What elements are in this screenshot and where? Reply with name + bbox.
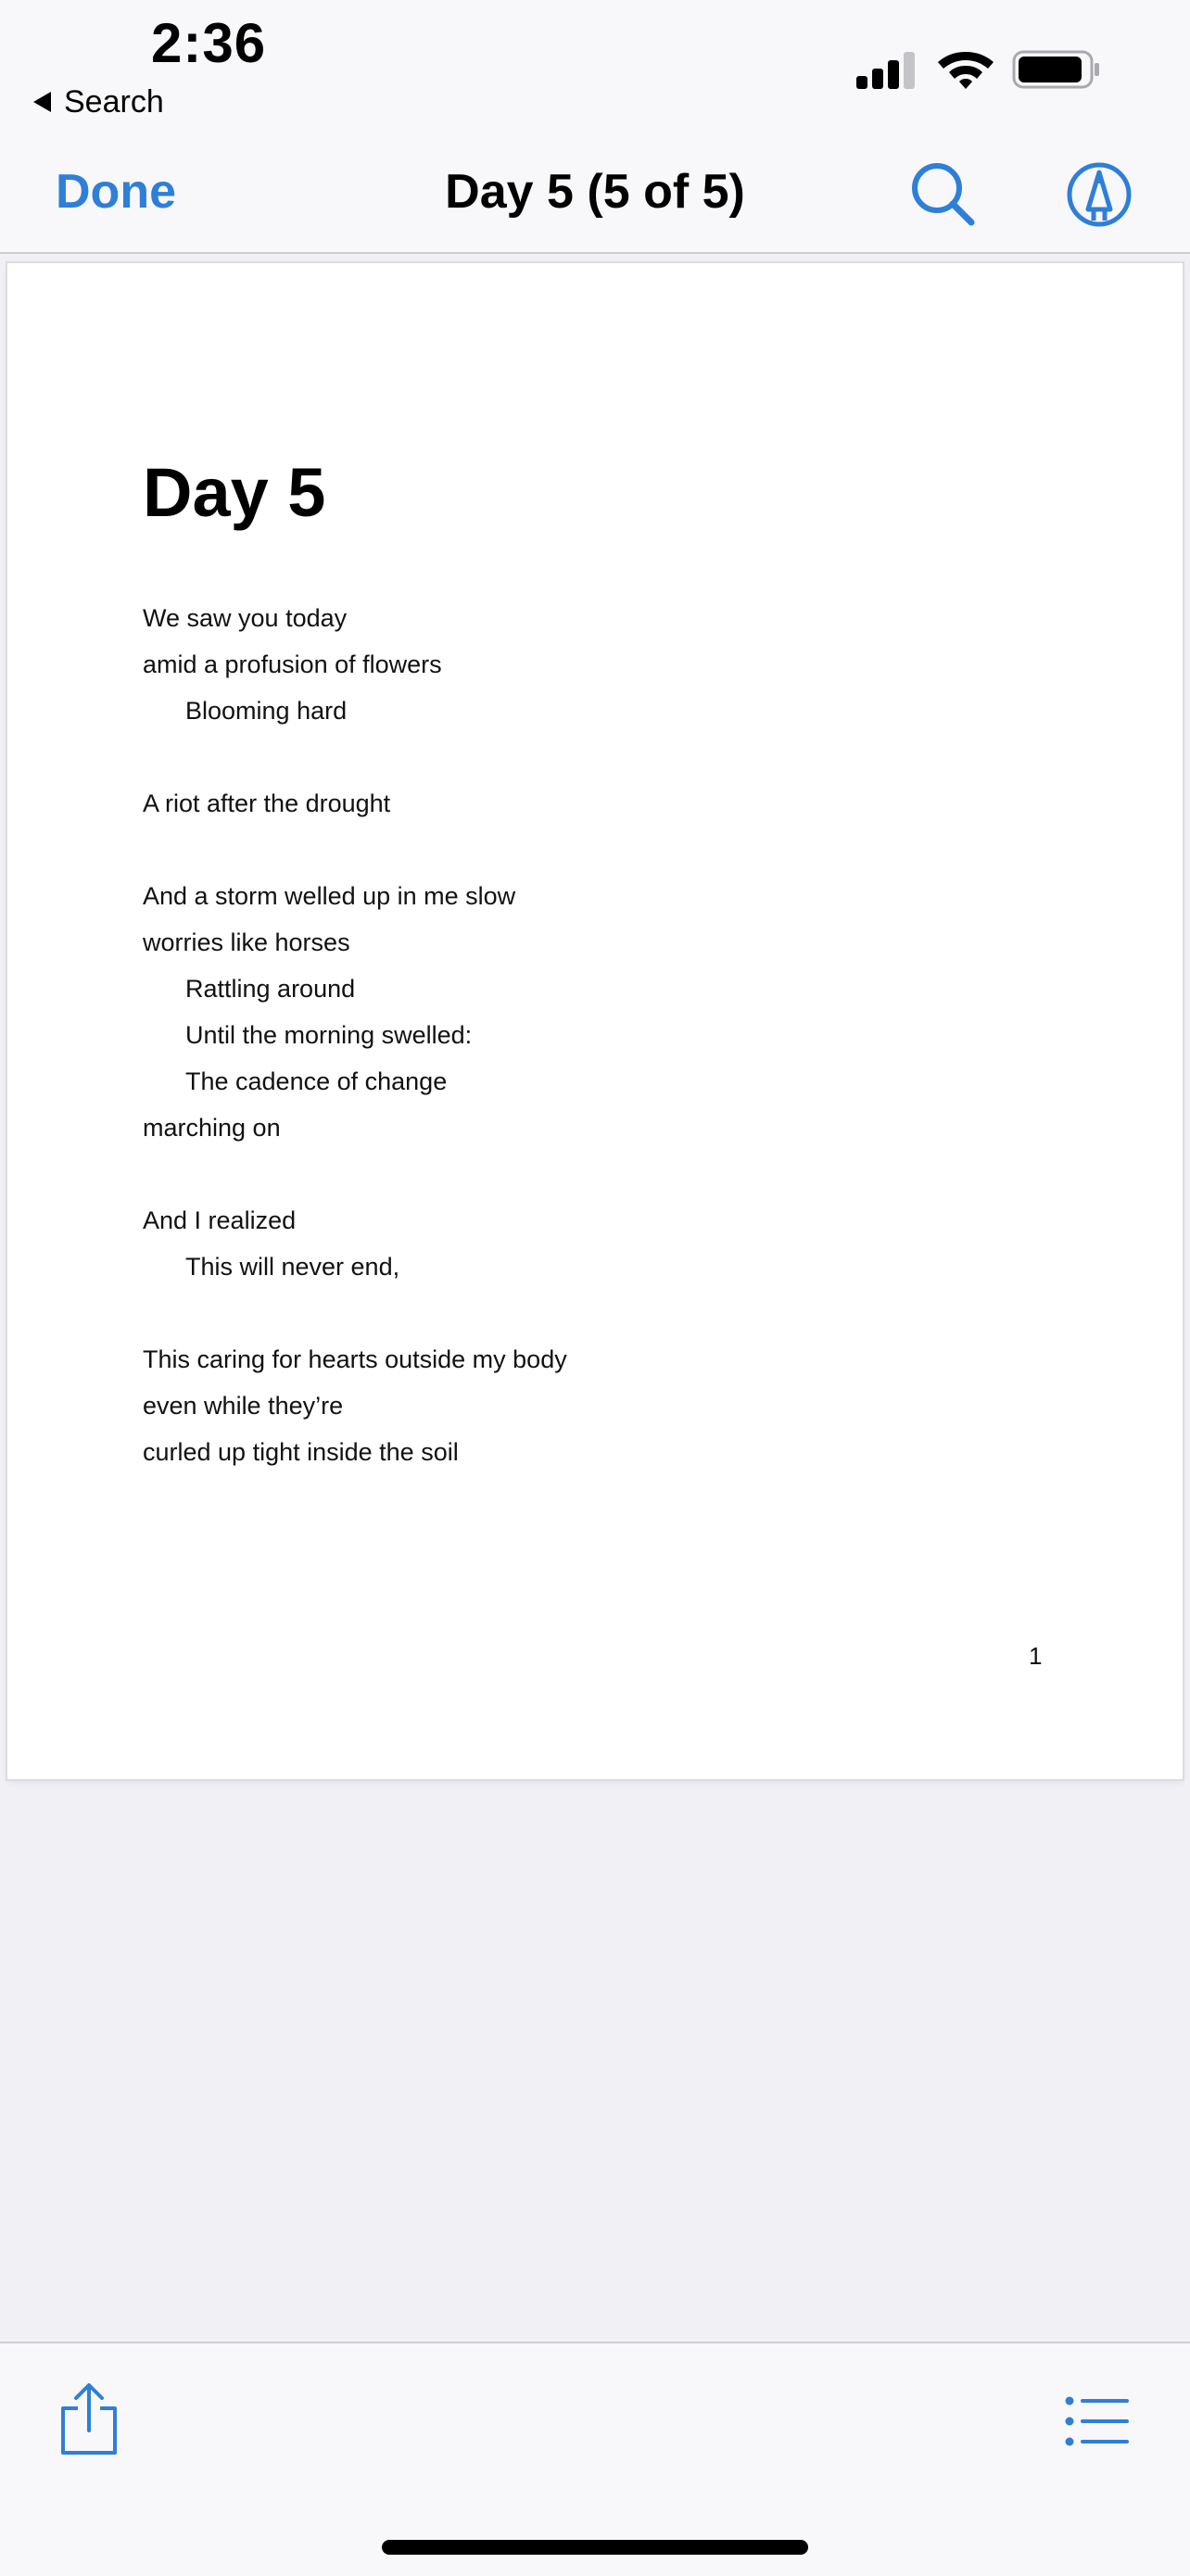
wifi-icon: [936, 46, 995, 89]
poem-line: Until the morning swelled:: [185, 1021, 473, 1049]
status-time: 2:36: [151, 12, 267, 74]
poem-line: even while they’re: [143, 1392, 344, 1420]
poem-line: We saw you today: [143, 604, 348, 632]
poem-line: The cadence of change: [185, 1067, 448, 1095]
document-page[interactable]: [7, 263, 1183, 1779]
poem-line: This caring for hearts outside my body: [143, 1345, 567, 1373]
markup-button[interactable]: [1062, 158, 1136, 232]
home-indicator[interactable]: [382, 2540, 808, 2555]
back-to-app-button[interactable]: [33, 80, 164, 124]
list-outline-icon: [1064, 2393, 1131, 2449]
back-triangle-icon: [33, 92, 51, 112]
document-title-header: Day 5 (5 of 5): [445, 165, 745, 219]
poem-line: amid a profusion of flowers: [143, 650, 442, 678]
poem-line: A riot after the drought: [143, 789, 391, 817]
search-button[interactable]: [906, 158, 981, 232]
page-title: Day 5: [143, 454, 326, 531]
page-number: 1: [1029, 1642, 1043, 1670]
share-button[interactable]: [56, 2380, 122, 2458]
poem-line: This will never end,: [185, 1253, 400, 1281]
outline-button[interactable]: [1064, 2393, 1131, 2449]
poem-line: curled up tight inside the soil: [143, 1438, 459, 1466]
poem-line: And a storm welled up in me slow: [143, 882, 516, 910]
poem-line: And I realized: [143, 1206, 297, 1234]
done-button[interactable]: Done: [56, 165, 176, 219]
poem-line: Blooming hard: [185, 697, 348, 725]
search-icon: [906, 158, 981, 232]
battery-icon: [1012, 50, 1101, 89]
bottom-toolbar: [0, 2342, 1190, 2576]
poem-line: worries like horses: [143, 928, 350, 956]
status-bar: [0, 0, 1190, 139]
back-to-app-label: Search: [64, 83, 164, 120]
poem-line: marching on: [143, 1114, 281, 1142]
share-icon: [56, 2380, 122, 2458]
poem-line: Rattling around: [185, 975, 356, 1003]
cellular-signal-icon: [855, 50, 918, 89]
navigation-bar: [0, 139, 1190, 254]
markup-pen-icon: [1062, 158, 1136, 232]
